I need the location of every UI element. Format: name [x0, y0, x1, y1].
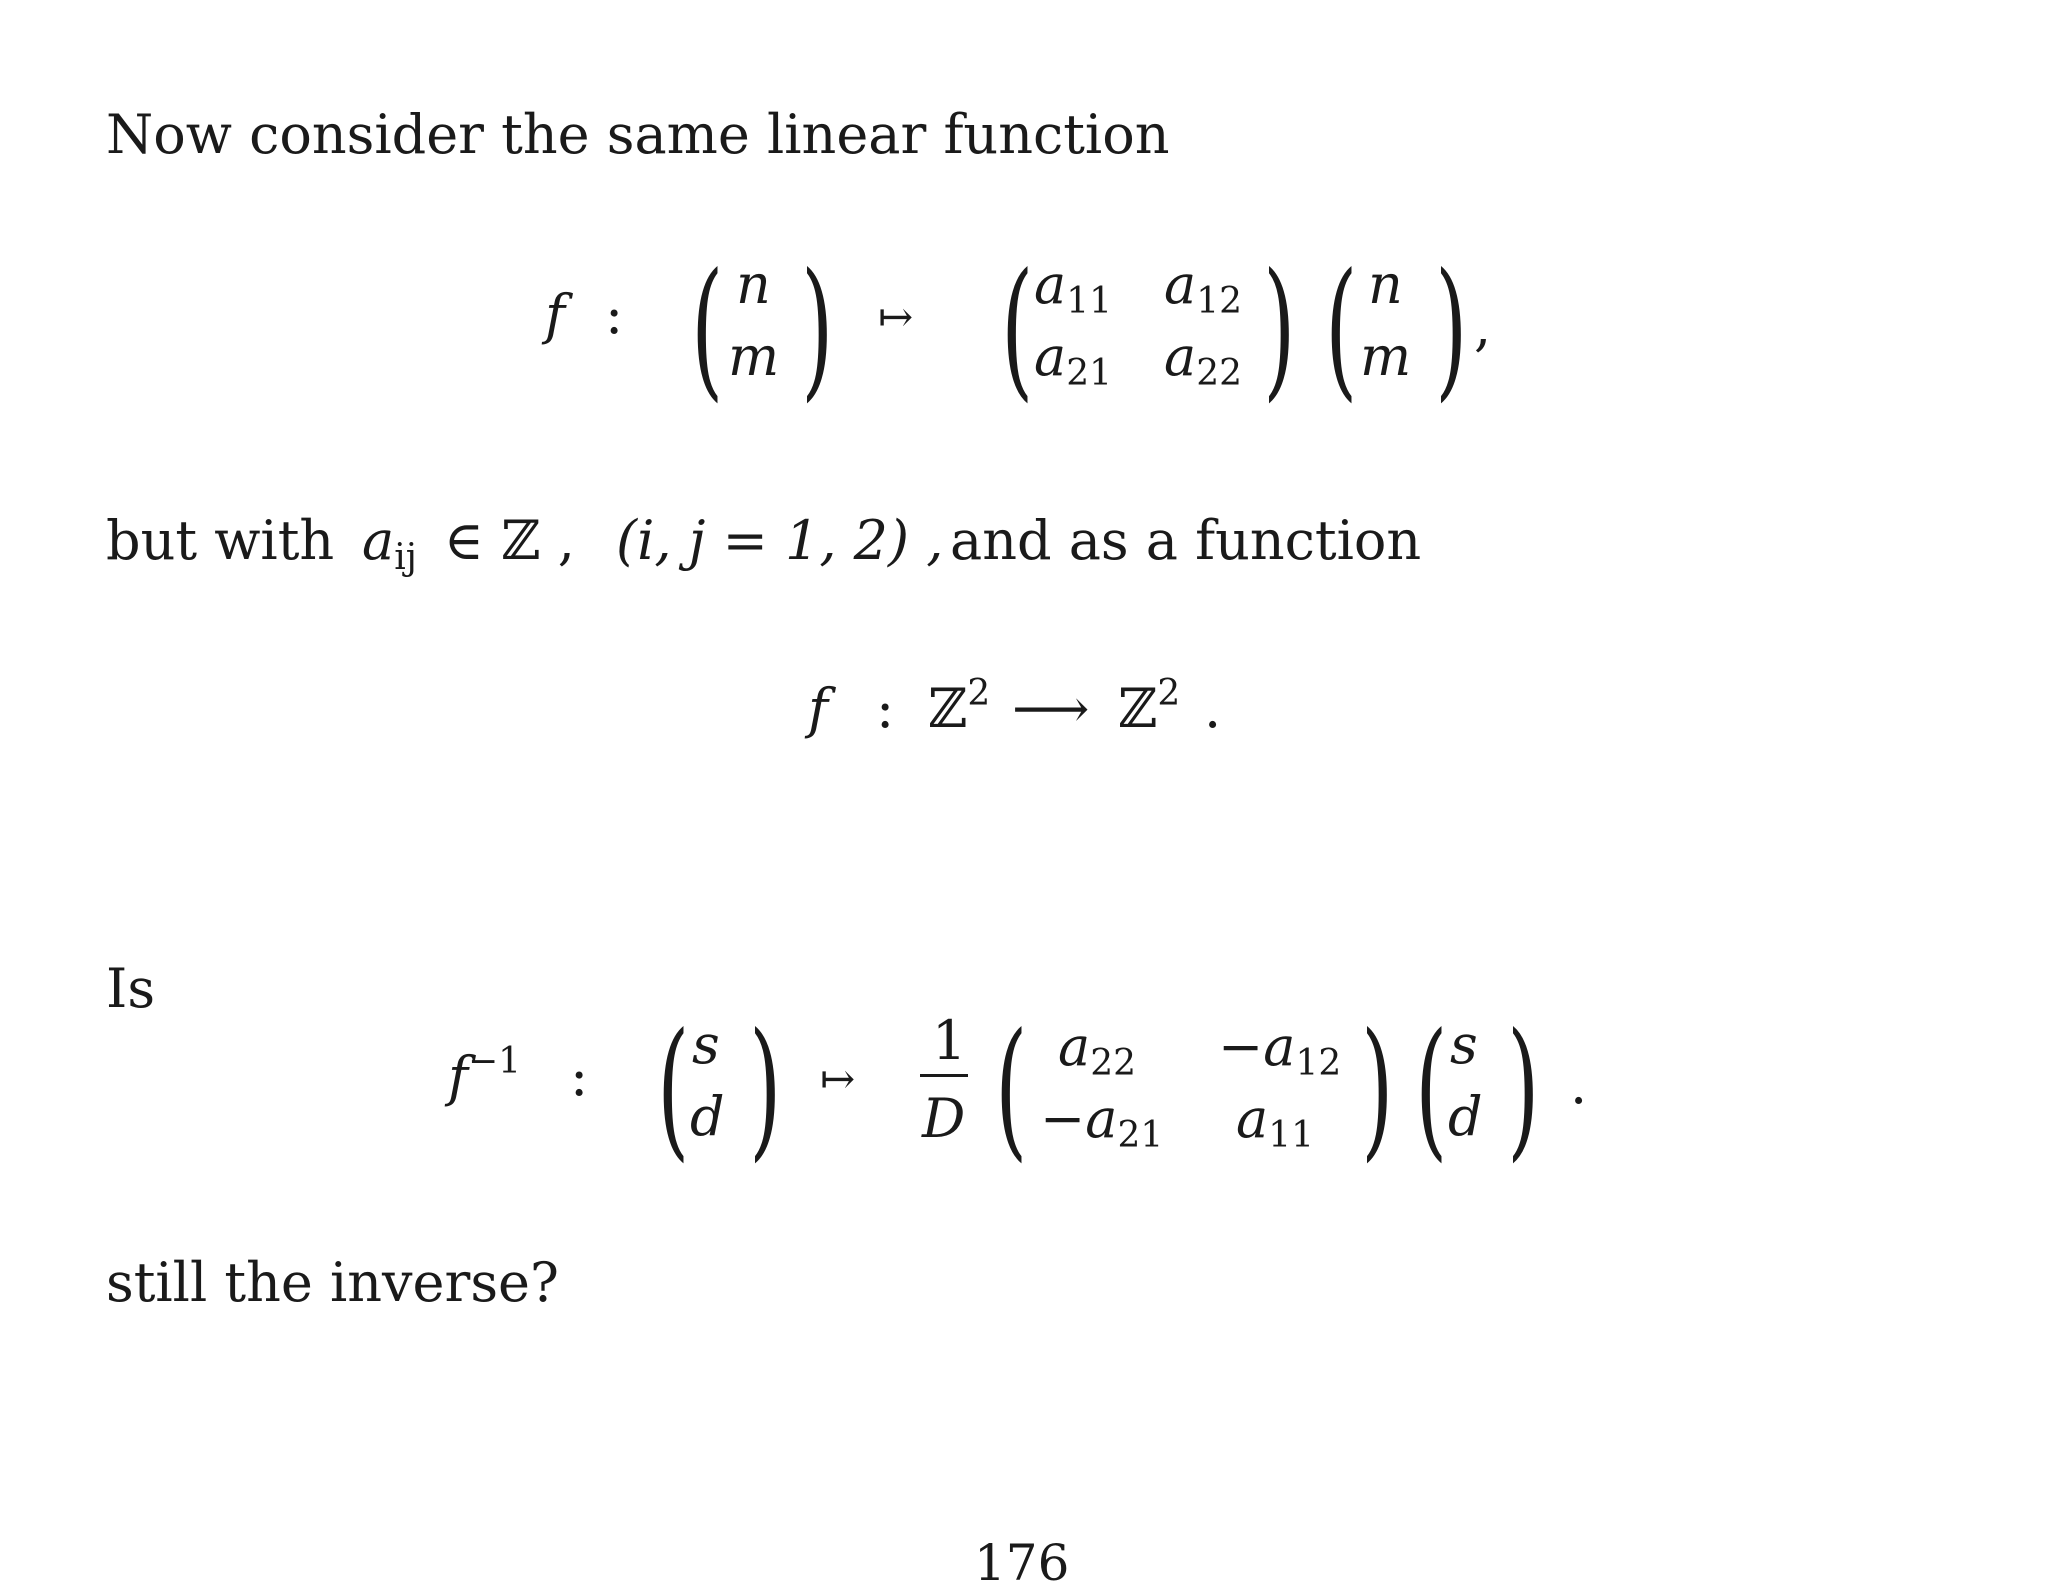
eq1-matrix-a22: a22 [1164, 325, 1243, 394]
line2-aij: aij [362, 509, 417, 578]
eq1-vec-m: m [728, 325, 780, 388]
eq1-mapsto: ↦ [878, 292, 914, 341]
eq3-frac-den: D [922, 1087, 966, 1150]
eq2-arrow: ⟶ [1012, 677, 1090, 740]
eq1-matrix-left-paren: ( [1001, 242, 1034, 416]
eq2-f: f [808, 677, 828, 740]
eq1-matrix-a11: a11 [1034, 253, 1113, 322]
line2-index-range: (i, j = 1, 2) , [616, 509, 944, 572]
eq3-vec-left-paren: ( [657, 1002, 690, 1176]
eq3-colon: : [570, 1045, 589, 1108]
eq1-vec-right-paren: ) [801, 242, 834, 416]
eq3-matrix-left-paren: ( [995, 1002, 1028, 1176]
paragraph-line-1: Now consider the same linear function [106, 103, 1170, 166]
eq3-matrix-right-paren: ) [1361, 1002, 1394, 1176]
eq1-matrix-a21: a21 [1034, 325, 1113, 394]
eq1-vec-n: n [736, 253, 771, 316]
eq3-matrix-neg-a12: −a12 [1218, 1015, 1342, 1084]
eq3-vec2-s: s [1450, 1013, 1478, 1076]
eq1-vec2-n: n [1368, 253, 1403, 316]
eq1-vec2-m: m [1360, 325, 1412, 388]
eq2-z1: ℤ$^2$ [928, 673, 991, 740]
eq1-comma: , [1474, 295, 1492, 358]
line2-pre: but with [106, 509, 335, 572]
eq1-f: f [545, 283, 565, 346]
eq1-vec2-left-paren: ( [1325, 242, 1358, 416]
paragraph-is: Is [106, 957, 156, 1020]
eq3-vec-s: s [692, 1013, 720, 1076]
eq2-colon: : [876, 677, 895, 740]
eq3-matrix-neg-a21: −a21 [1040, 1087, 1164, 1156]
eq3-mapsto: ↦ [820, 1054, 856, 1103]
eq1-colon: : [605, 283, 624, 346]
eq3-frac-bar [920, 1074, 968, 1077]
eq3-matrix-a11: a11 [1236, 1087, 1315, 1156]
eq3-period: . [1570, 1053, 1588, 1116]
eq1-vec-left-paren: ( [691, 242, 724, 416]
eq3-vec-d: d [690, 1085, 725, 1148]
eq3-vec2-left-paren: ( [1415, 1002, 1448, 1176]
eq3-vec2-right-paren: ) [1507, 1002, 1540, 1176]
eq3-vec-right-paren: ) [749, 1002, 782, 1176]
page-number: 176 [974, 1534, 1070, 1592]
eq2-z2: ℤ$^2$ [1118, 673, 1181, 740]
eq1-matrix-a12: a12 [1164, 253, 1243, 322]
paragraph-line-3: still the inverse? [106, 1251, 559, 1314]
line2-in-z: ∈ ℤ , [444, 509, 575, 572]
eq3-f-inverse: $f^{-1}$ [448, 1041, 522, 1108]
eq1-matrix-right-paren: ) [1263, 242, 1296, 416]
eq2-period: . [1204, 677, 1222, 740]
eq3-vec2-d: d [1448, 1085, 1483, 1148]
eq3-frac-num: 1 [932, 1009, 967, 1072]
eq1-vec2-right-paren: ) [1435, 242, 1468, 416]
eq3-matrix-a22: a22 [1058, 1015, 1137, 1084]
line2-post: and as a function [950, 509, 1422, 572]
